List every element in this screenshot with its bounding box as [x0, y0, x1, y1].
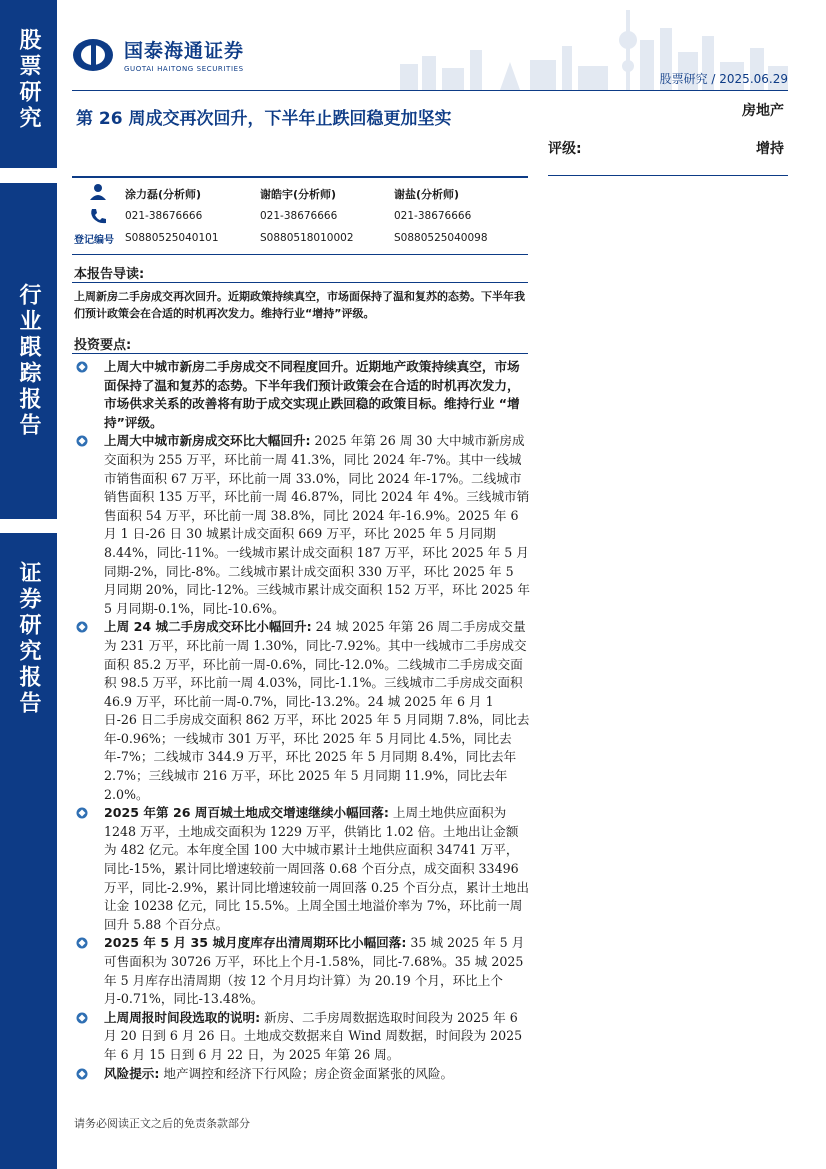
point-heading: 上周周报时间段选取的说明: [104, 1009, 261, 1025]
company-name-en: GUOTAI HAITONG SECURITIES [124, 65, 244, 73]
point-text: 2025 年第 26 周 30 大中城市新房成交面积为 255 万平，环比前一周 41.3%，同比 2024 年-7%。其中一线城市销售面积 67 万平，环比前一周 33.0%，同比 2024 年-17%。二线城市销售面积 135 万平，环比前一周 46.87%，同比 2024 年 4%。三线城市销售面积 54 万平，环比前一周 38.8%，同比 2024 年-16.9%。2025 年 6 月 1 日-26 日 30 城累计成交面积 669 万平，环比 2025 年 5 月同期 8.44%，同比-11%。一线城市累计成交面积 187 万平，环比 2025 年 5 月同期-2%，同比-8%。二线城市累计成交面积 330 万平，环比 2025 年 5 月同期 20%，同比-12%。三线城市累计成交面积 152 万平，环比 2025 年 5 月同期-0.1%，同比-10.6%。 [104, 433, 530, 616]
analyst-3-reg: S0880525040098 [394, 232, 488, 244]
analyst-bottom-divider [72, 254, 528, 255]
analyst-2-phone: 021-38676666 [260, 210, 338, 222]
list-item [74, 934, 530, 1008]
company-logo [72, 36, 244, 73]
diamond-bullet-icon [76, 937, 88, 949]
analyst-2-name: 谢皓宇(分析师) [260, 188, 337, 201]
sidebar-block-stock-research [0, 0, 57, 168]
point-text: 35 城 2025 年 5 月可售面积为 30726 万平，环比上个月-1.58%，同比-7.68%。35 城 2025 年 5 月库存出清周期（按 12 个月月均计算）为 20.19 个月，环比上个月-0.71%，同比-13.48%。 [104, 935, 525, 1007]
registration-label: 登记编号 [74, 235, 114, 246]
point-heading: 2025 年第 26 周百城土地成交增速继续小幅回落: [104, 805, 389, 821]
person-icon [88, 183, 108, 201]
analyst-1-name: 涂力磊(分析师) [125, 188, 202, 201]
point-text: 地产调控和经济下行风险；房企资金面紧张的风险。 [159, 1065, 454, 1081]
industry-label: 房地产 [742, 103, 784, 119]
investment-points [74, 358, 530, 1083]
point-text: 上周土地供应面积为 1248 万平，土地成交面积为 1229 万平，供销比 1.02 倍。土地出让金额为 482 亿元。本年度全国 100 大中城市累计土地供应面积 34741 万平，同比-15%，累计同比增速较前一周回落 0.68 个百分点，成交面积 33496 万平，同比-2.9%，累计同比增速较前一周回落 0.25 个百分点，累计土地出让金 10238 亿元，同比 15.5%。上周全国土地溢价率为 7%，环比前一周回升 5.88 个百分点。 [104, 805, 529, 932]
analyst-top-divider [72, 176, 528, 178]
sidebar-block-securities-research [0, 533, 57, 1169]
guide-title: 本报告导读: [74, 267, 145, 282]
header-divider [72, 90, 788, 91]
rating-value: 增持 [756, 141, 784, 157]
sidebar-label-1: 股票研究 [16, 28, 41, 132]
list-item [74, 1065, 530, 1084]
rating-divider [548, 175, 788, 176]
list-item [74, 618, 530, 804]
company-name-cn: 国泰海通证券 [124, 40, 245, 62]
analyst-1-phone: 021-38676666 [125, 210, 203, 222]
guide-divider [72, 282, 528, 283]
phone-icon [88, 207, 108, 225]
company-logo-icon [72, 38, 114, 72]
rating-label: 评级: [548, 141, 582, 157]
point-heading: 风险提示: [104, 1065, 160, 1081]
point-heading: 2025 年 5 月 35 城月度库存出清周期环比小幅回落: [104, 935, 407, 951]
report-title: 第 26 周成交再次回升，下半年止跌回稳更加坚实 [76, 109, 452, 129]
point-text: 新房、二手房周数据选取时间段为 2025 年 6 月 20 日到 6 月 26 日。土地成交数据来自 Wind 周数据，时间段为 2025 年 6 月 15 日到 6 月 22 日，为 2025 年第 26 周。 [104, 1009, 523, 1062]
point-heading: 上周大中城市新房成交环比大幅回升: [104, 433, 311, 449]
sidebar-label-2: 行业跟踪报告 [16, 283, 41, 439]
sidebar-label-3: 证券研究报告 [16, 561, 41, 717]
list-item [74, 432, 530, 618]
points-divider [72, 353, 528, 354]
list-item [74, 358, 530, 432]
analyst-2-reg: S0880518010002 [260, 232, 354, 244]
list-item [74, 804, 530, 934]
sidebar-block-industry-tracking [0, 183, 57, 519]
point-heading: 上周 24 城二手房成交环比小幅回升: [104, 619, 312, 635]
guide-text: 上周新房二手房成交再次回升。近期政策持续真空，市场面保持了温和复苏的态势。下半年我们预计政策会在合适的时机再次发力。维持行业“增持”评级。 [74, 290, 525, 320]
diamond-bullet-icon [76, 361, 88, 373]
list-item [74, 1009, 530, 1065]
diamond-bullet-icon [76, 807, 88, 819]
points-title: 投资要点: [74, 338, 132, 353]
analyst-1-reg: S0880525040101 [125, 232, 219, 244]
report-meta: 股票研究 / 2025.06.29 [659, 72, 788, 86]
disclaimer-footer: 请务必阅读正文之后的免责条款部分 [74, 1117, 250, 1130]
diamond-bullet-icon [76, 1012, 88, 1024]
point-heading: 上周大中城市新房二手房成交不同程度回升。近期地产政策持续真空，市场面保持了温和复苏的态势。下半年我们预计政策会在合适的时机再次发力，市场供求关系的改善将有助于成交实现止跌回稳的政策目标。维持行业 “增持”评级。 [104, 359, 520, 430]
diamond-bullet-icon [76, 435, 88, 447]
analyst-3-phone: 021-38676666 [394, 210, 472, 222]
diamond-bullet-icon [76, 621, 88, 633]
point-text: 24 城 2025 年第 26 周二手房成交量为 231 万平，环比前一周 1.30%，同比-7.92%。其中一线城市二手房成交面积 85.2 万平，环比前一周-0.6%，同比-12.0%。二线城市二手房成交面积 98.5 万平，环比前一周 4.03%，同比-1.1%。三线城市二手房成交面积 46.9 万平，环比前一周-0.7%，同比-13.2%。24 城 2025 年 6 月 1 日-26 日二手房成交面积 862 万平，环比 2025 年 5 月同期 7.8%，同比去年-0.96%；一线城市 301 万平，环比 2025 年 5 月同比 4.5%，同比去年-7%；二线城市 344.9 万平，环比 2025 年 5 月同期 8.4%，同比去年 2.7%；三线城市 216 万平，环比 2025 年 5 月同期 11.9%，同比去年 2.0%。 [104, 619, 530, 802]
analyst-3-name: 谢盐(分析师) [394, 188, 460, 201]
diamond-bullet-icon [76, 1068, 88, 1080]
